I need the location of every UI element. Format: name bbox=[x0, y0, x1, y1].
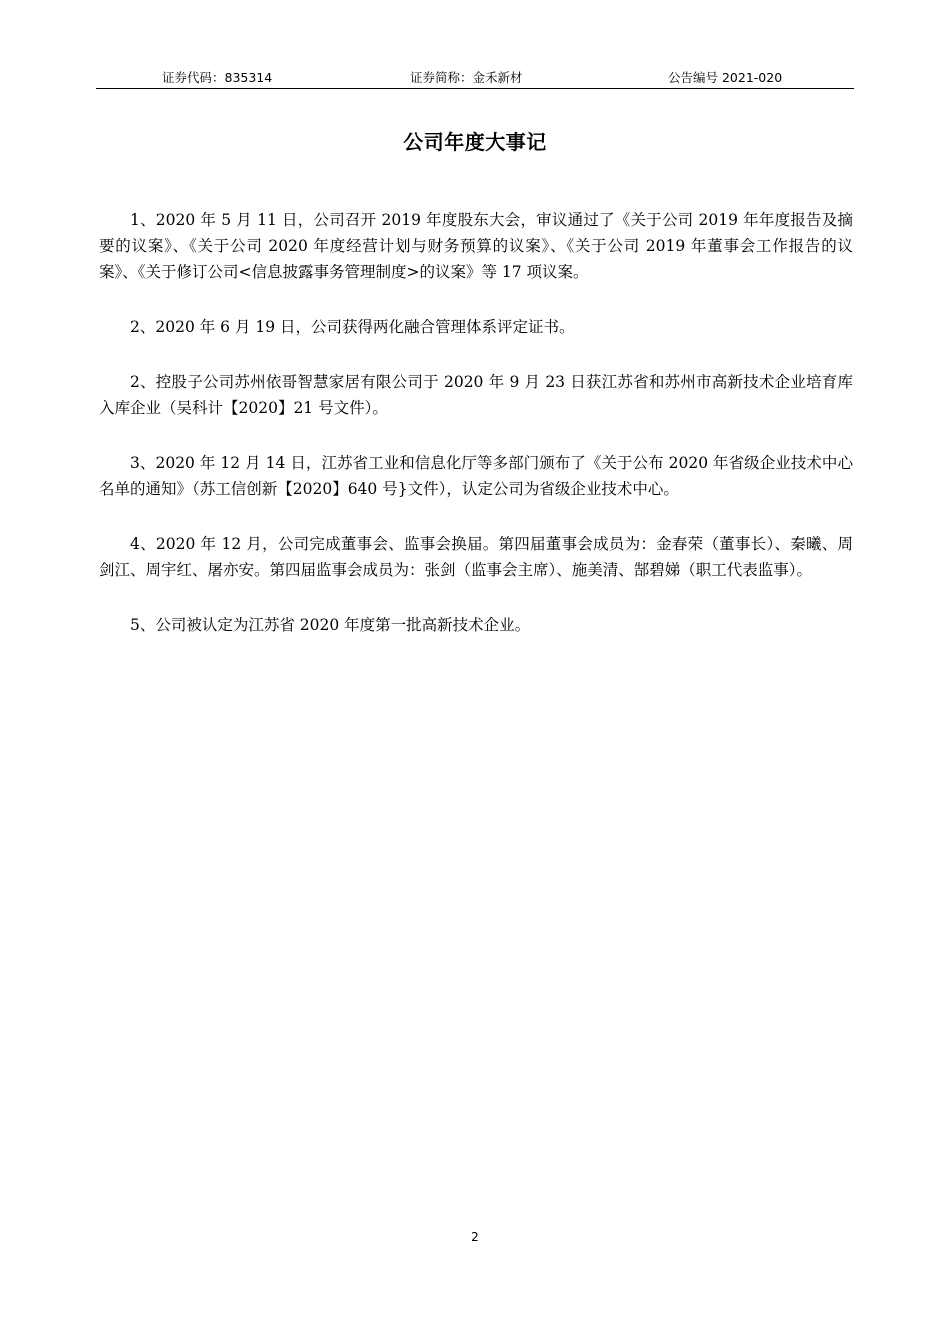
event-paragraph-5: 4、2020 年 12 月，公司完成董事会、监事会换届。第四届董事会成员为：金春荣（董事长）、秦曦、周剑江、周宇红、屠亦安。第四届监事会成员为：张剑（监事会主席）、施美清、郜碧娣（职工代表监事）。 bbox=[99, 535, 853, 579]
event-paragraph-1: 1、2020 年 5 月 11 日，公司召开 2019 年度股东大会，审议通过了《关于公司 2019 年年度报告及摘要的议案》、《关于公司 2020 年度经营计划与财务预算的议案》、《关于公司 2019 年董事会工作报告的议案》、《关于修订公司<信息披露事务管理制度>的议案》等 17 项议案。 bbox=[99, 211, 853, 281]
header-notice-number: 公告编号 2021-020 bbox=[668, 70, 783, 85]
header-security-code: 证券代码：835314 bbox=[162, 70, 273, 85]
document-body bbox=[99, 207, 853, 667]
page-number: 2 bbox=[471, 1230, 479, 1244]
page-header bbox=[96, 62, 854, 89]
event-paragraph-3: 2、控股子公司苏州依哥智慧家居有限公司于 2020 年 9 月 23 日获江苏省和苏州市高新技术企业培育库入库企业（吴科计【2020】21 号文件）。 bbox=[99, 373, 853, 417]
event-paragraph-4: 3、2020 年 12 月 14 日，江苏省工业和信息化厅等多部门颁布了《关于公布 2020 年省级企业技术中心名单的通知》（苏工信创新【2020】640 号}文件），认定公司为省级企业技术中心。 bbox=[99, 454, 853, 498]
header-security-abbreviation: 证券简称：金禾新材 bbox=[410, 70, 523, 85]
event-paragraph-6: 5、公司被认定为江苏省 2020 年度第一批高新技术企业。 bbox=[130, 616, 531, 634]
event-paragraph-2: 2、2020 年 6 月 19 日，公司获得两化融合管理体系评定证书。 bbox=[130, 318, 575, 336]
document-title: 公司年度大事记 bbox=[403, 130, 547, 154]
